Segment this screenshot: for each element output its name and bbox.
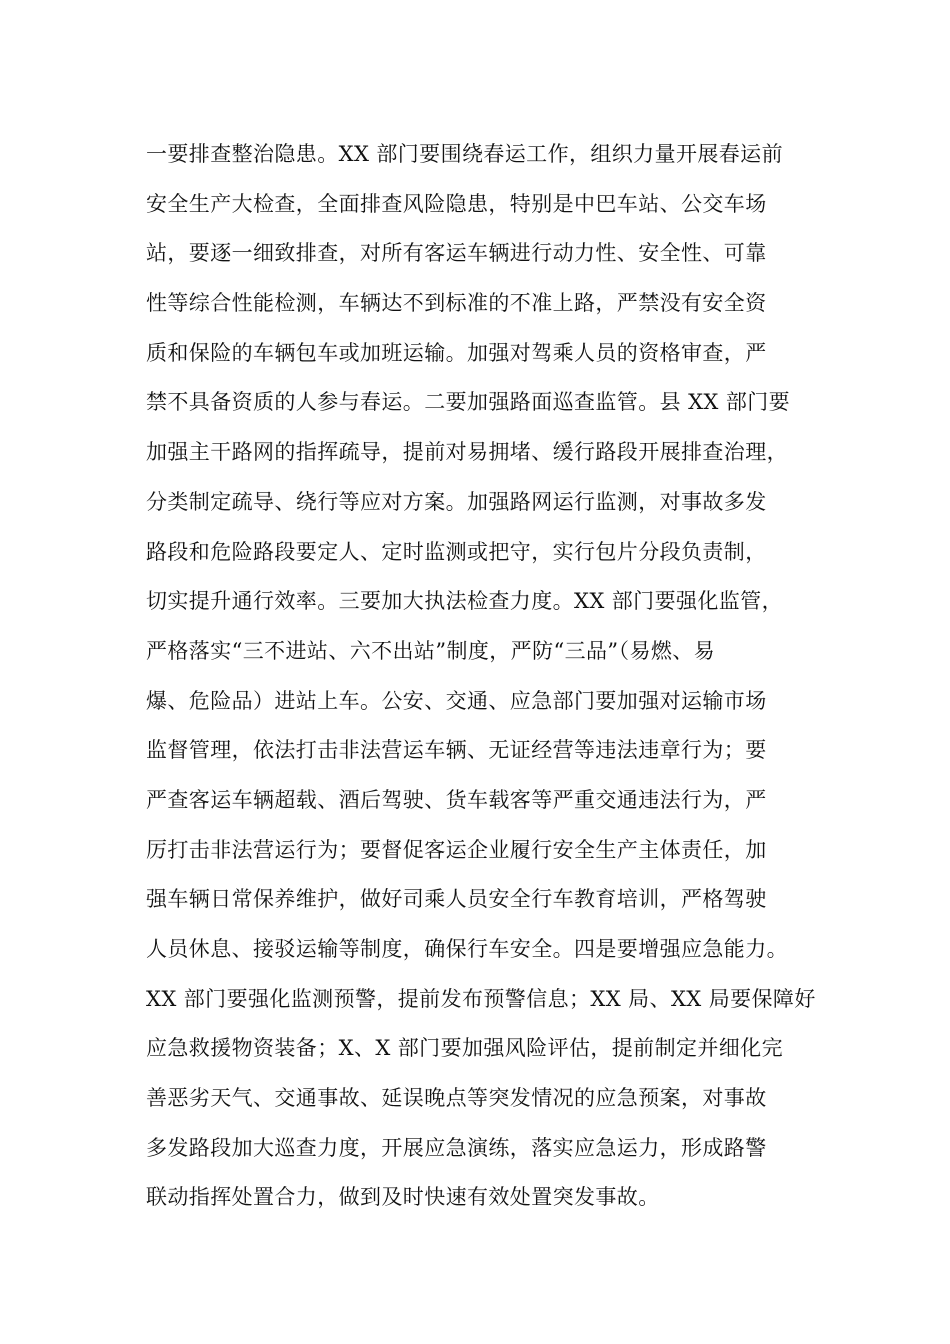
text-line: 严格落实“三不进站、六不出站”制度，严防“三品”（易燃、易	[146, 638, 716, 663]
text-line: 加强主干路网的指挥疏导，提前对易拥堵、缓行路段开展排查治理，	[146, 440, 788, 465]
text-line: 人员休息、接驳运输等制度，确保行车安全。四是要增强应急能力。	[146, 937, 788, 961]
body-paragraph	[146, 130, 816, 1223]
text-line: 联动指挥处置合力，做到及时快速有效处置突发事故。	[146, 1185, 660, 1210]
text-line: 强车辆日常保养维护，做好司乘人员安全行车教育培训，严格驾驶	[146, 887, 767, 912]
text-line: 站，要逐一细致排查，对所有客运车辆进行动力性、安全性、可靠	[146, 241, 767, 266]
text-line: 安全生产大检查，全面排查风险隐患，特别是中巴车站、公交车场	[146, 191, 767, 216]
text-line: 多发路段加大巡查力度，开展应急演练，落实应急运力，形成路警	[146, 1135, 767, 1160]
text-line: 一要排查整治隐患。XX 部门要围绕春运工作，组织力量开展春运前	[146, 142, 783, 166]
text-line: 质和保险的车辆包车或加班运输。加强对驾乘人员的资格审查，严	[146, 340, 767, 365]
text-line: 路段和危险路段要定人、定时监测或把守，实行包片分段负责制，	[146, 539, 767, 564]
text-line: 分类制定疏导、绕行等应对方案。加强路网运行监测，对事故多发	[146, 489, 767, 514]
text-line: 严查客运车辆超载、酒后驾驶、货车载客等严重交通违法行为，严	[146, 787, 767, 812]
text-line: 厉打击非法营运行为；要督促客运企业履行安全生产主体责任，加	[146, 837, 767, 862]
text-line: 爆、危险品）进站上车。公安、交通、应急部门要加强对运输市场	[146, 688, 767, 713]
text-line: 监督管理，依法打击非法营运车辆、无证经营等违法违章行为；要	[146, 738, 767, 763]
text-line: 切实提升通行效率。三要加大执法检查力度。XX 部门要强化监管，	[146, 589, 783, 614]
text-line: 善恶劣天气、交通事故、延误晚点等突发情况的应急预案，对事故	[146, 1086, 767, 1111]
text-line: XX 部门要强化监测预警，提前发布预警信息；XX 局、XX 局要保障好	[146, 986, 816, 1011]
text-line: 禁不具备资质的人参与春运。二要加强路面巡查监管。县 XX 部门要	[146, 390, 791, 415]
text-line: 应急救援物资装备；X、X 部门要加强风险评估，提前制定并细化完	[146, 1036, 783, 1061]
text-line: 性等综合性能检测，车辆达不到标准的不准上路，严禁没有安全资	[146, 291, 767, 316]
